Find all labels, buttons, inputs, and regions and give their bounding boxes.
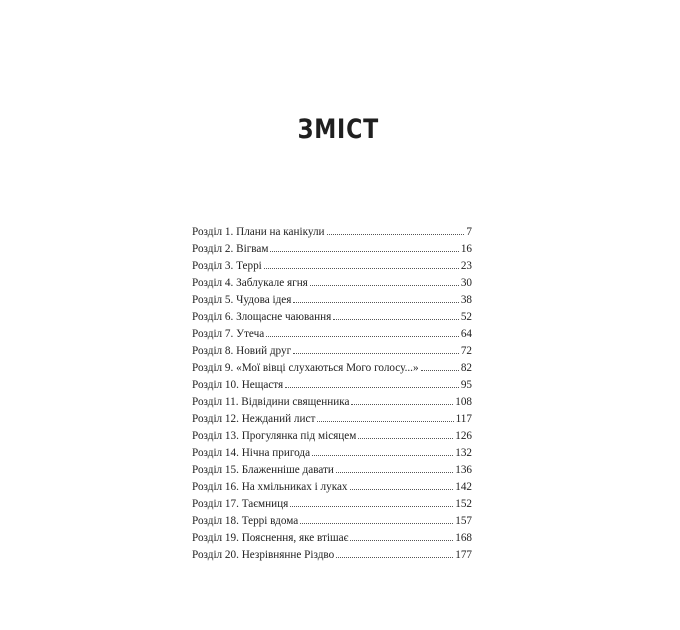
toc-entry-label: Розділ 2. Вігвам [192,243,269,255]
toc-entry-label: Розділ 5. Чудова ідея [192,294,292,306]
toc-leader-dots [351,404,453,405]
toc-entry-label: Розділ 10. Нещастя [192,379,284,391]
toc-entry-page: 117 [455,413,472,425]
toc-entry-label: Розділ 20. Незрівнянне Різдво [192,549,335,561]
toc-entry-label: Розділ 9. «Мої вівці слухаються Мого голосу...» [192,362,419,374]
toc-leader-dots [293,302,458,303]
toc-entry-page: 30 [460,277,472,289]
toc-leader-dots [336,472,453,473]
toc-entry-label: Розділ 1. Плани на канікули [192,226,325,238]
toc-entry-label: Розділ 7. Утеча [192,328,265,340]
toc-entry-label: Розділ 16. На хмільниках і луках [192,481,348,493]
toc-entry-page: 16 [460,243,472,255]
toc-entry [192,309,472,326]
toc-entry [192,513,472,530]
toc-entry-page: 157 [455,515,472,527]
toc-entry-label: Розділ 6. Злощасне чаювання [192,311,332,323]
toc-leader-dots [350,489,454,490]
toc-leader-dots [421,370,459,371]
toc-entry-page: 132 [455,447,472,459]
toc-leader-dots [270,251,458,252]
toc-entry-page: 38 [460,294,472,306]
toc-entry [192,462,472,479]
toc-entry-page: 7 [466,226,472,238]
toc-entry [192,530,472,547]
toc-leader-dots [290,506,453,507]
toc-entry [192,394,472,411]
toc-leader-dots [310,285,459,286]
toc-entry-label: Розділ 4. Заблукале ягня [192,277,308,289]
toc-entry [192,547,472,564]
toc-entry [192,428,472,445]
toc-entry-page: 168 [455,532,472,544]
toc-entry-page: 136 [455,464,472,476]
toc-entry-page: 177 [455,549,472,561]
toc-entry-label: Розділ 12. Нежданий лист [192,413,316,425]
toc-entry [192,360,472,377]
toc-leader-dots [336,557,453,558]
toc-entry [192,292,472,309]
toc-entry [192,445,472,462]
toc-entry-page: 52 [460,311,472,323]
table-of-contents [192,224,472,564]
toc-entry [192,343,472,360]
toc-entry-page: 82 [460,362,472,374]
toc-entry-page: 64 [460,328,472,340]
toc-leader-dots [350,540,453,541]
toc-leader-dots [293,353,459,354]
toc-entry-label: Розділ 15. Блаженніше давати [192,464,334,476]
toc-entry-label: Розділ 18. Террі вдома [192,515,299,527]
toc-leader-dots [285,387,459,388]
toc-entry-label: Розділ 3. Террі [192,260,262,272]
toc-entry [192,258,472,275]
toc-entry [192,479,472,496]
toc-leader-dots [266,336,459,337]
toc-entry-label: Розділ 17. Таємниця [192,498,289,510]
toc-leader-dots [358,438,453,439]
toc-entry [192,377,472,394]
toc-entry-label: Розділ 8. Новий друг [192,345,292,357]
toc-entry-page: 95 [460,379,472,391]
toc-leader-dots [312,455,453,456]
toc-entry [192,411,472,428]
toc-entry-page: 108 [455,396,472,408]
toc-entry-page: 72 [460,345,472,357]
toc-entry [192,326,472,343]
toc-entry-page: 142 [455,481,472,493]
toc-entry-page: 126 [455,430,472,442]
toc-leader-dots [327,234,465,235]
toc-leader-dots [264,268,459,269]
toc-entry [192,275,472,292]
toc-entry [192,241,472,258]
toc-leader-dots [317,421,453,422]
toc-entry-label: Розділ 11. Відвідини священника [192,396,350,408]
page-title: ЗМІСТ [297,114,380,145]
toc-entry-page: 152 [455,498,472,510]
toc-entry-page: 23 [460,260,472,272]
toc-leader-dots [333,319,459,320]
toc-entry-label: Розділ 13. Прогулянка під місяцем [192,430,357,442]
toc-entry [192,224,472,241]
toc-entry-label: Розділ 14. Нічна пригода [192,447,311,459]
toc-leader-dots [300,523,453,524]
toc-entry [192,496,472,513]
toc-entry-label: Розділ 19. Пояснення, яке втішає [192,532,349,544]
